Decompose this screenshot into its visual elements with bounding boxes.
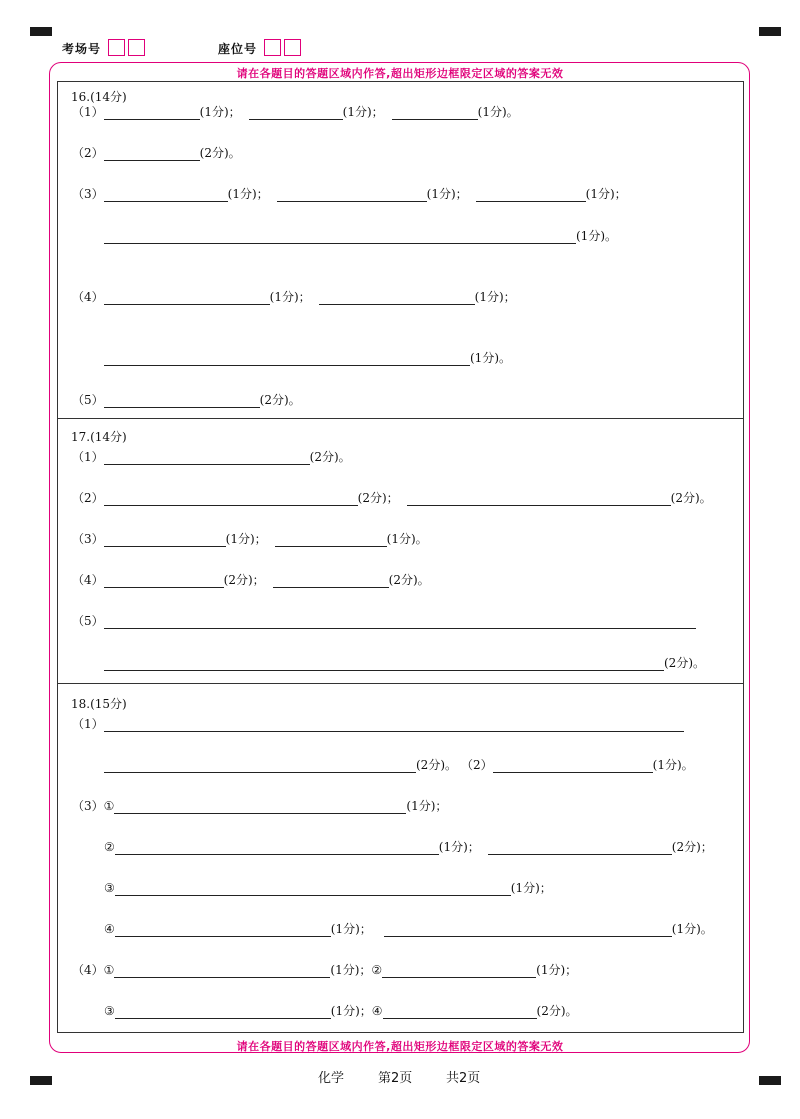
footer-total: 共2页: [446, 1071, 481, 1086]
exam-room-box-1[interactable]: [108, 39, 125, 56]
answer-line[interactable]: [104, 574, 224, 588]
question-18-box: [57, 683, 744, 1033]
seat-box-1[interactable]: [264, 39, 281, 56]
answer-line[interactable]: [392, 106, 478, 120]
warning-bottom: 请在各题目的答题区域内作答,超出矩形边框限定区域的答案无效: [236, 1040, 564, 1053]
answer-line[interactable]: [382, 964, 536, 978]
footer-subject: 化学: [318, 1071, 345, 1086]
answer-line[interactable]: [104, 718, 684, 732]
answer-line[interactable]: [476, 188, 586, 202]
answer-line[interactable]: [115, 1005, 331, 1019]
q16-part-1: （1） (1分)； (1分)； (1分)。: [72, 105, 519, 119]
answer-line[interactable]: [115, 923, 331, 937]
answer-line[interactable]: [249, 106, 343, 120]
q18-part-4-1-2: （4）① (1分)；② (1分)；: [72, 963, 578, 977]
answer-line[interactable]: [104, 615, 696, 629]
q18-part-3-2: ② (1分)； (2分)；: [104, 840, 713, 854]
registration-mark-top-left: [30, 27, 52, 36]
answer-line[interactable]: [383, 1005, 537, 1019]
answer-line[interactable]: [114, 964, 330, 978]
q17-part-1: （1） (2分)。: [72, 450, 351, 464]
answer-line[interactable]: [273, 574, 389, 588]
answer-line[interactable]: [275, 533, 387, 547]
q16-part-5: （5） (2分)。: [72, 393, 301, 407]
answer-line[interactable]: [488, 841, 672, 855]
seat-label: 座位号: [218, 42, 258, 56]
answer-line[interactable]: [104, 230, 576, 244]
warning-top: 请在各题目的答题区域内作答,超出矩形边框限定区域的答案无效: [236, 67, 564, 80]
exam-room-box-2[interactable]: [128, 39, 145, 56]
q18-part-3-3: ③ (1分)；: [104, 881, 552, 895]
q18-part-1: （1）: [72, 716, 684, 732]
q17-part-2: （2） (2分)； (2分)。: [72, 491, 712, 505]
exam-room-label: 考场号: [62, 42, 102, 56]
q18-part-4-3-4: ③ (1分)；④ (2分)。: [104, 1004, 578, 1018]
answer-line[interactable]: [104, 533, 226, 547]
q18-part-3-1: （3）① (1分)；: [72, 799, 448, 813]
q17-part-5-cont: (2分)。: [104, 655, 705, 671]
answer-line[interactable]: [115, 882, 511, 896]
q18-part-3-4: ④ (1分)； (1分)。: [104, 922, 713, 936]
answer-line[interactable]: [104, 492, 358, 506]
q18-part-1-cont-and-2: (2分)。 （2） (1分)。: [104, 757, 694, 773]
q16-part-2: （2） (2分)。: [72, 146, 241, 160]
answer-line[interactable]: [114, 800, 406, 814]
question-16-title: 16.(14分): [71, 90, 127, 104]
registration-mark-bottom-left: [30, 1076, 52, 1085]
answer-line[interactable]: [104, 188, 228, 202]
question-16-box: [57, 81, 744, 419]
registration-mark-top-right: [759, 27, 781, 36]
answer-line[interactable]: [104, 394, 260, 408]
question-18-title: 18.(15分): [71, 697, 127, 711]
answer-line[interactable]: [104, 352, 470, 366]
answer-line[interactable]: [319, 291, 475, 305]
answer-line[interactable]: [407, 492, 671, 506]
answer-line[interactable]: [115, 841, 439, 855]
footer-page: 第2页: [378, 1071, 413, 1086]
q16-part-3: （3） (1分)； (1分)； (1分)；: [72, 187, 627, 201]
answer-line[interactable]: [104, 106, 200, 120]
q16-part-3-cont: (1分)。: [104, 228, 617, 244]
answer-line[interactable]: [104, 451, 310, 465]
q17-part-5: （5）: [72, 613, 696, 629]
registration-mark-bottom-right: [759, 1076, 781, 1085]
q17-part-4: （4） (2分)； (2分)。: [72, 573, 430, 587]
q16-part-4: （4） (1分)； (1分)；: [72, 290, 516, 304]
question-17-title: 17.(14分): [71, 430, 127, 444]
answer-line[interactable]: [104, 291, 270, 305]
q17-part-3: （3） (1分)； (1分)。: [72, 532, 428, 546]
answer-line[interactable]: [104, 147, 200, 161]
answer-line[interactable]: [384, 923, 672, 937]
answer-line[interactable]: [493, 759, 653, 773]
answer-line[interactable]: [104, 759, 416, 773]
answer-line[interactable]: [104, 657, 664, 671]
q16-part-4-cont: (1分)。: [104, 350, 511, 366]
answer-line[interactable]: [277, 188, 427, 202]
seat-box-2[interactable]: [284, 39, 301, 56]
